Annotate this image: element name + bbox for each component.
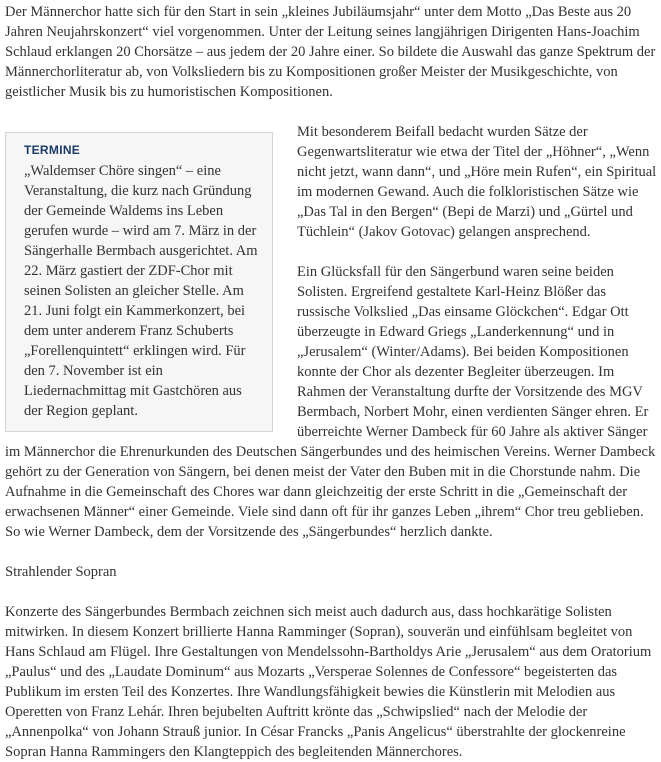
article-page [0,2,661,760]
termine-text: „Waldemser Chöre singen“ – eine Veranstaltung, die kurz nach Gründung der Gemeinde Waldems ins Leben gerufen wurde – wird am 7. März in der Sängerhalle Bermbach ausgerichtet. Am 22. März gastiert der ZDF-Chor mit seinen Solisten an gleicher Stelle. Am 21. Juni folgt ein Kammerkonzert, bei dem unter anderem Franz Schuberts „Forellenquintett“ erklingen wird. Für den 7. November ist ein Liedernachmittag mit Gastchören aus der Region geplant. [24,163,258,419]
termine-title: TERMINE [24,143,81,157]
subheading-sopran: Strahlender Sopran [5,564,117,580]
paragraph-sopran: Konzerte des Sängerbundes Bermbach zeichnen sich meist auch dadurch aus, dass hochkarätige Solisten mitwirken. In diesem Konzert brillierte Hanna Ramminger (Sopran), souverän und einfühlsam begleitet von Hans Schlaud am Flügel. Ihre Gestaltungen von Mendelssohn-Bartholdys Arie „Jerusalem“ aus dem Oratorium „Paulus“ und des „Laudate Dominum“ aus Mozarts „Versperae Solennes de Confessore“ begeisterten das Publikum im ersten Teil des Konzertes. Ihre Wandlungsfähigkeit bewies die Künstlerin mit Melodien aus Operetten von Franz Lehár. Ihren bejubelten Auftritt krönte das „Schwipslied“ nach der Melodie der „Annenpolka“ von Johann Strauß junior. In César Francks „Panis Angelicus“ überstrahlte der glockenreine Sopran Hanna Rammingers den Klangteppich des begleitenden Männerchores. [5,604,652,760]
termine-box [5,132,273,432]
intro-paragraph: Der Männerchor hatte sich für den Start in sein „kleines Jubiläumsjahr“ unter dem Motto „Das Beste aus 20 Jahren Neujahrskonzert“ viel vorgenommen. Unter der Leitung seines langjährigen Dirigenten Hans-Joachim Schlaud erklangen 20 Chorsätze – aus jedem der 20 Jahre einer. So bildete die Auswahl das ganze Spektrum der Männerchorliteratur ab, von Volksliedern bis zu Kompositionen großer Meister der Musikgeschichte, von geistlicher Musik bis zu humoristischen Kompositionen. [5,4,656,100]
paragraph-choir-repertoire: Mit besonderem Beifall bedacht wurden Sätze der Gegenwartsliteratur wie etwa der Titel der „Höhner“, „Wenn nicht jetzt, wann dann“, und „Höre mein Rufen“, ein Spiritual im modernen Gewand. Auch die folkloristischen Sätze wie „Das Tal in den Bergen“ (Bepi de Marzi) und „Gürtel und Tüchlein“ (Jakov Gotovac) gelangen ansprechend. [297,124,657,240]
paragraph-soloists: Ein Glücksfall für den Sängerbund waren seine beiden Solisten. Ergreifend gestaltete Karl-Heinz Blößer das russische Volkslied „Das einsame Glöckchen“. Edgar Ott überzeugte in Edward Griegs „Landerkennung“ und in „Jerusalem“ (Winter/Adams). Bei beiden Kompositionen konnte der Chor als dezenter Begleiter überzeugen. Im Rahmen der Veranstaltung durfte der Vorsitzende des MGV Bermbach, Norbert Mohr, einen verdienten Sänger ehren. Er überreichte Werner Dambeck für 60 Jahre als aktiver Sänger im Männerchor die Ehrenurkunden des Deutschen Sängerbundes und des heimischen Vereins. Werner Dambeck gehört zu der Generation von Sängern, bei denen meist der Vater den Buben mit in die Chorstunde nahm. Die Aufnahme in die Gemeinschaft des Chores war dann gleichzeitig der erste Schritt in die „Gemeinschaft der erwachsenen Männer“ einer Gemeinde. Viele sind dann oft für ihr ganzes Leben „ihrem“ Chor treu geblieben. So wie Werner Dambeck, dem der Vorsitzende des „Sängerbundes“ herzlich dankte. [5,264,656,540]
